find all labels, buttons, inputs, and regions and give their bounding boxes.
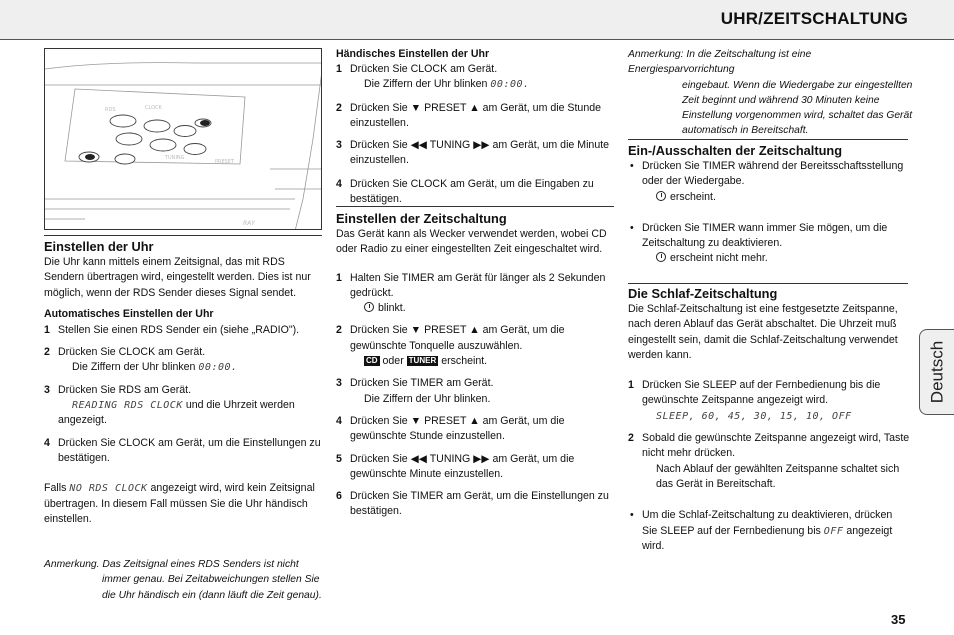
step-1: 1 Stellen Sie einen RDS Sender ein (siehe „RADIO"). [44,323,300,336]
display-text: OFF [823,525,844,537]
bullet-text: Drücken Sie TIMER wann immer Sie mögen, um die Zeitschaltung zu deaktivieren. [642,221,888,250]
heading-onoff: Ein-/Ausschalten der Zeitschaltung [628,143,843,158]
note-line: Einstellung vorgenommen wird, schaltet das Gerät [682,110,913,122]
step-text: Nach Ablauf der gewählten Zeitspanne schaltet sich das Gerät in Bereitschaft. [656,462,900,490]
heading-timer: Einstellen der Zeitschaltung [336,211,507,226]
display-text: READING RDS CLOCK [72,400,183,412]
step-3: 3 Drücken Sie RDS am Gerät. READING RDS CLOCK und die Uhrzeit werden angezeigt. [44,383,295,427]
step-text: Sobald die gewünschte Zeitspanne angezeigt wird, Taste nicht mehr drücken. [642,432,910,460]
timer-icon [364,302,374,312]
bullet-item: • Drücken Sie TIMER während der Bereitsschaftsstellung oder der Wiedergabe. erscheint. [630,160,904,203]
step-text: Drücken Sie CLOCK am Gerät, um die Einstellungen zu bestätigen. [58,436,321,464]
page-title: UHR/ZEITSCHALTUNG [720,9,908,28]
svg-text:RDS: RDS [105,107,116,113]
display-text: 00:00. [198,362,238,374]
note-rds [44,557,334,603]
step-text: Die Ziffern der Uhr blinken. [364,392,491,405]
timer-icon [656,252,666,262]
svg-text:PRESET: PRESET [215,159,235,165]
step-2: 2 Sobald die gewünschte Zeitspanne angezeigt wird, Taste nicht mehr drücken. Nach Ablauf der gewählten Zeitspanne schaltet sich das Gerät in Bereitschaft. [628,431,910,492]
step-1: 1 Drücken Sie CLOCK am Gerät. Die Ziffern der Uhr blinken 00:00. [336,63,530,91]
step-text: Drücken Sie CLOCK am Gerät. [58,346,206,359]
step-text: oder [382,355,404,368]
heading-sleep: Die Schlaf-Zeitschaltung [628,286,778,301]
display-text: SLEEP, 60, 45, 30, 15, 10, OFF [656,410,852,422]
bullet-text: angezeigt wird. [642,524,893,552]
sleep-intro: Die Schlaf-Zeitschaltung ist eine festgesetzte Zeitspanne, nach deren Ablauf das Gerät abschaltet. Die Uhrzeit muß eingestellt sein, damit die Schlaf-Zeitschaltung verwendet werden kann. [628,303,898,361]
note-label: Anmerkung. [44,559,100,570]
step-text: Drücken Sie RDS am Gerät. [58,383,192,396]
step-6: 6 Drücken Sie TIMER am Gerät, um die Einstellungen zu bestätigen. [336,490,609,518]
svg-text:TUNING: TUNING [165,155,185,161]
language-tab-label: Deutsch [927,340,947,404]
heading-einstellen-uhr: Einstellen der Uhr [44,239,154,254]
section-divider [44,235,322,236]
section-divider [628,283,908,284]
bullet-text: erscheint nicht mehr. [670,252,768,265]
column-3-onoff [628,143,910,267]
step-text: Drücken Sie CLOCK am Gerät, um die Eingaben zu bestätigen. [350,177,594,206]
bullet-text: erscheint. [670,190,716,203]
timer-intro: Das Gerät kann als Wecker verwendet werden, wobei CD oder Radio zu einer eingestellten Zeit eingeschaltet wird. [336,228,607,256]
step-1: 1 Drücken Sie SLEEP auf der Fernbedienung bis die gewünschte Zeitspanne angezeigt wird. SLEEP, 60, 45, 30, 15, 10, OFF [628,379,881,422]
note-line: Das Zeitsignal eines RDS Senders ist nicht [102,559,299,570]
step-text: Die Ziffern der Uhr blinken [72,361,196,374]
note-line: die Uhr händisch ein (dann läuft die Zeit genau). [102,589,322,601]
text: Falls [44,482,67,495]
heading-auto-clock: Automatisches Einstellen der Uhr [44,307,214,320]
page-number: 35 [891,612,906,627]
step-text: Drücken Sie CLOCK am Gerät. [350,63,498,75]
step-text: Drücken Sie TIMER am Gerät. [350,377,494,390]
step-4: 4 Drücken Sie CLOCK am Gerät, um die Eingaben zu bestätigen. [336,177,594,206]
svg-text:CLOCK: CLOCK [145,105,162,111]
step-text: Drücken Sie ◀◀ TUNING ▶▶ am Gerät, um die gewünschte Minute einzustellen. [350,452,575,480]
note-line: automatisch in Bereitschaft. [682,125,809,137]
step-2: 2 Drücken Sie CLOCK am Gerät. Die Ziffern der Uhr blinken 00:00. [44,346,238,374]
step-5: 5 Drücken Sie ◀◀ TUNING ▶▶ am Gerät, um die gewünschte Minute einzustellen. [336,452,575,480]
column-3-sleep [628,286,910,554]
step-text: Drücken Sie TIMER am Gerät, um die Einstellungen zu bestätigen. [350,490,609,518]
step-2: 2 Drücken Sie ▼ PRESET ▲ am Gerät, um die Stunde einzustellen. [336,101,601,129]
step-text: Halten Sie TIMER am Gerät für länger als 2 Sekunden gedrückt. [350,271,606,299]
section-divider [336,206,614,207]
page-header [0,0,954,40]
step-2: 2 Drücken Sie ▼ PRESET ▲ am Gerät, um die gewünschte Tonquelle auszuwählen. CD oder TUNER erscheint. [336,324,565,368]
step-text: und die Uhrzeit werden angezeigt. [58,399,295,427]
falls-text [44,481,326,527]
note-line: In die Zeitschaltung ist eine Energiesparvorrichtung [628,49,812,76]
step-text: Die Ziffern der Uhr blinken [364,78,488,91]
bullet-text: Um die Schlaf-Zeitschaltung zu deaktivieren, drücken Sie SLEEP auf der Fernbedienung bis [642,509,893,537]
cd-badge: CD [366,356,378,366]
note-line: Zeit beginnt und während 30 Minuten keine [682,94,880,106]
step-3: 3 Drücken Sie ◀◀ TUNING ▶▶ am Gerät, um die Minute einzustellen. [336,139,610,167]
display-text: 00:00. [490,79,530,91]
display-text: NO RDS CLOCK [69,483,148,495]
step-text: Drücken Sie ▼ PRESET ▲ am Gerät, um die gewünschte Stunde einzustellen. [350,414,565,443]
step-text: blinkt. [378,302,406,315]
heading-manual-clock: Händisches Einstellen der Uhr [336,48,490,60]
step-1: 1 Halten Sie TIMER am Gerät für länger als 2 Sekunden gedrückt. blinkt. [336,271,606,315]
note-energy [628,47,918,139]
device-drawing [45,49,322,230]
bullet-item: • Drücken Sie TIMER wann immer Sie mögen, um die Zeitschaltung zu deaktivieren. erscheint nicht mehr. [630,221,888,265]
tuner-badge: TUNER [408,356,437,366]
bullet-text: Drücken Sie TIMER während der Bereitsschaftsstellung oder der Wiedergabe. [642,160,904,188]
step-4: 4 Drücken Sie ▼ PRESET ▲ am Gerät, um die gewünschte Stunde einzustellen. [336,414,565,443]
text: angezeigt wird, wird kein Zeitsignal übertragen. In diesem Fall müssen Sie die Uhr händisch einstellen. [44,482,315,525]
step-text: Drücken Sie ◀◀ TUNING ▶▶ am Gerät, um die Minute einzustellen. [350,139,610,167]
step-3: 3 Drücken Sie TIMER am Gerät. Die Ziffern der Uhr blinken. [336,377,494,405]
step-4: 4 Drücken Sie CLOCK am Gerät, um die Einstellungen zu bestätigen. [44,436,321,464]
language-tab [919,329,954,415]
note-line: eingebaut. Wenn die Wiedergabe zur eingestellten [682,79,913,91]
step-text: Stellen Sie einen RDS Sender ein (siehe „RADIO"). [58,323,300,336]
step-text: erscheint. [441,355,488,368]
intro-text: Die Uhr kann mittels einem Zeitsignal, das mit RDS Sendern übertragen wird, eingestellt werden. Dies ist nur möglich, wenn der RDS Sender dieses Signal sendet. [44,256,311,299]
device-illustration [44,48,322,230]
figure-label: RAY [243,220,255,227]
note-line: immer genau. Bei Zeitabweichungen stellen Sie [102,574,320,586]
column-2 [336,47,618,207]
column-1 [44,239,326,527]
column-2-timer [336,211,618,520]
step-text: Drücken Sie SLEEP auf der Fernbedienung bis die gewünschte Zeitspanne angezeigt wird. [642,379,881,407]
timer-icon [656,191,666,201]
note-label: Anmerkung: [628,49,684,60]
bullet-item: • Um die Schlaf-Zeitschaltung zu deaktivieren, drücken Sie SLEEP auf der Fernbedienung bis OFF angezeigt wird. [630,509,893,552]
step-text: Drücken Sie ▼ PRESET ▲ am Gerät, um die Stunde einzustellen. [350,101,601,129]
step-text: Drücken Sie ▼ PRESET ▲ am Gerät, um die gewünschte Tonquelle auszuwählen. [350,324,565,352]
section-divider [628,139,908,140]
